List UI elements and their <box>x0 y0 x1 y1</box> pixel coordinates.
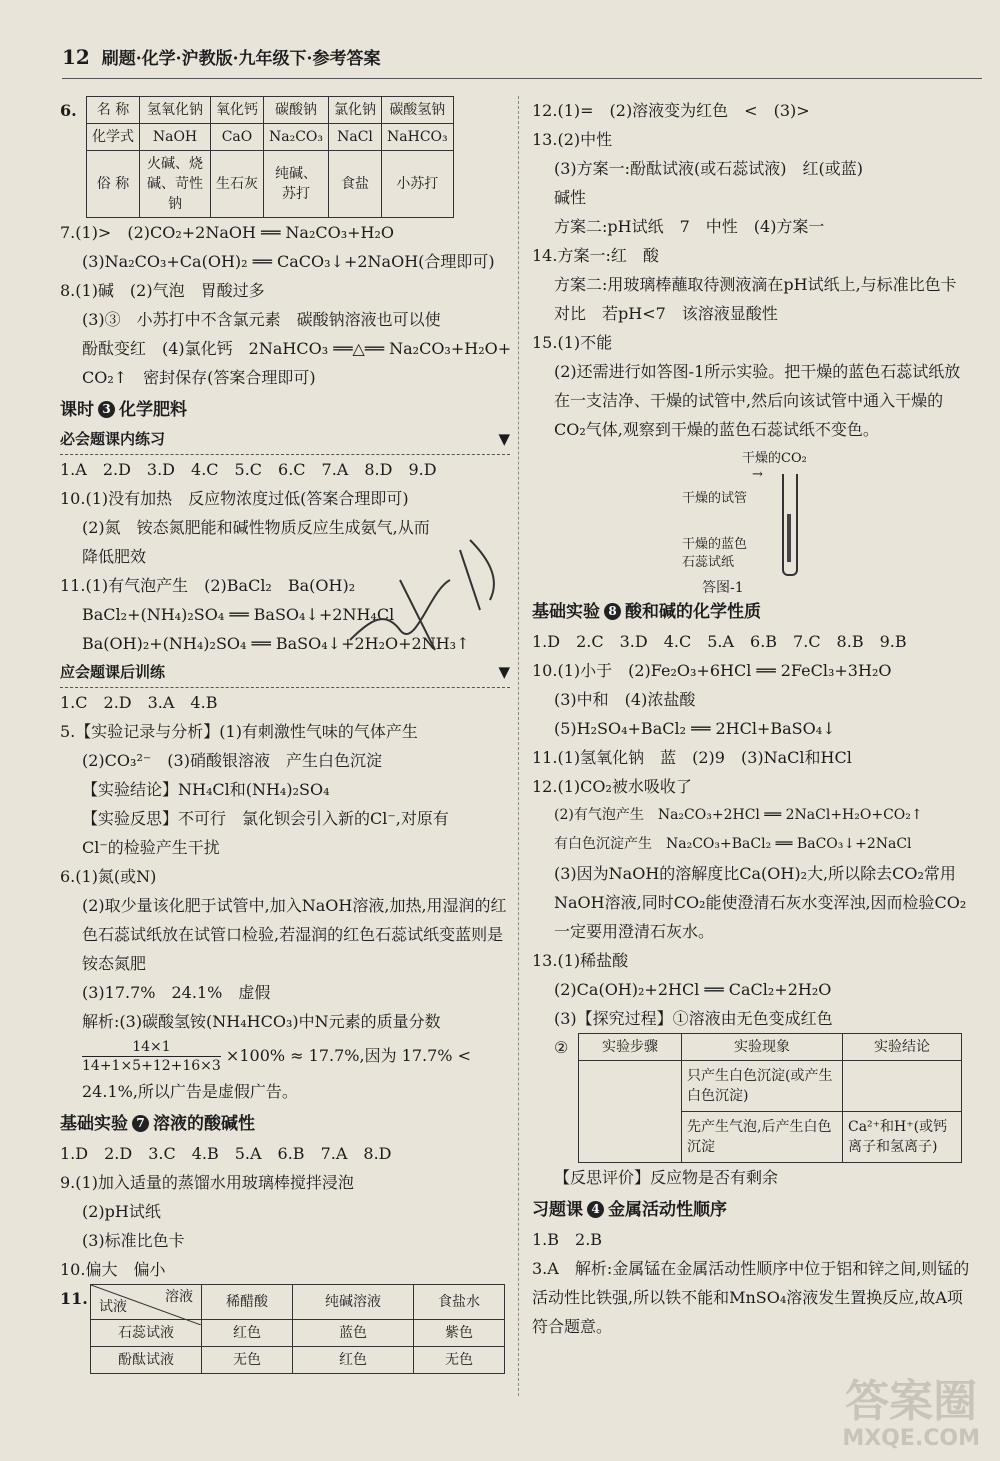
table-row <box>87 151 454 218</box>
answer-line: (2)CO₃²⁻ (3)硝酸银溶液 产生白色沉淀 <box>82 751 382 770</box>
table-cell: 石蕊试液 <box>91 1320 202 1347</box>
answer-line: 10.偏大 偏小 <box>60 1260 166 1279</box>
fraction-numerator: 14×1 <box>82 1038 221 1057</box>
answer-paragraph: 3.A 解析:金属锰在金属活动性顺序中位于铝和锌之间,则锰的活动性比铁强,所以铁不能和MnSO₄溶液发生置换反应,故A项符合题意。 <box>532 1259 970 1336</box>
section-number-badge: 8 <box>604 603 621 620</box>
diagram-label: 干燥的蓝色 <box>682 537 748 552</box>
answer-line: 13.(2)中性 <box>532 130 613 149</box>
table-cell: 酚酞试液 <box>91 1347 202 1374</box>
table-cell: 名 称 <box>87 97 140 124</box>
table-cell: 红色 <box>202 1320 293 1347</box>
answer-line: (3)【探究过程】①溶液由无色变成红色 <box>554 1009 833 1028</box>
answer-line: 【实验结论】NH₄Cl和(NH₄)₂SO₄ <box>82 780 330 799</box>
watermark-url: MXQE.COM <box>842 1426 980 1451</box>
answer-line: 12.(1)CO₂被水吸收了 <box>532 777 692 796</box>
table-cell: 碳酸氢钠 <box>382 97 454 124</box>
watermark <box>842 1378 980 1451</box>
section-number-badge: 3 <box>98 401 115 418</box>
answer-line: (3)标准比色卡 <box>82 1231 185 1250</box>
answer-paragraph: 方案二:用玻璃棒蘸取待测液滴在pH试纸上,与标准比色卡对比 若pH<7 该溶液显酸性 <box>554 275 957 323</box>
answer-line: 11.(1)有气泡产生 (2)BaCl₂ Ba(OH)₂ <box>60 576 356 595</box>
section-title: 金属活动性顺序 <box>608 1200 727 1220</box>
handwriting-scribble <box>340 520 520 670</box>
diagram-label: 石蕊试纸 <box>682 555 735 570</box>
answer-line: 24.1%,所以广告是虚假广告。 <box>82 1082 298 1101</box>
subsection-title: 应会题课后训练 <box>60 663 166 681</box>
answer-line: 1.A 2.D 3.D 4.C 5.C 6.C 7.A 8.D 9.D <box>60 460 437 479</box>
answer-line: 【实验反思】不可行 氯化钡会引入新的Cl⁻,对原有 <box>82 809 449 828</box>
watermark-text: 答案圈 <box>845 1376 978 1427</box>
answer-line: 5.【实验记录与分析】(1)有刺激性气味的气体产生 <box>60 722 418 741</box>
answer-line: 8.(1)碱 (2)气泡 胃酸过多 <box>60 281 265 300</box>
table-cell: NaOH <box>140 124 211 151</box>
right-column <box>532 96 972 1341</box>
answer-line: 降低肥效 <box>82 547 147 566</box>
answer-line: 12.(1)= (2)溶液变为红色 < (3)> <box>532 101 810 120</box>
q6-block <box>60 96 510 218</box>
table-row <box>91 1347 505 1374</box>
table-cell: 生石灰 <box>211 151 264 218</box>
answer-line: 9.(1)加入适量的蒸馏水用玻璃棒搅拌浸泡 <box>60 1173 354 1192</box>
table-cell: 小苏打 <box>382 151 454 218</box>
section-prefix: 基础实验 <box>60 1114 128 1134</box>
answer-line: 1.C 2.D 3.A 4.B <box>60 693 218 712</box>
table-cell: 火碱、烧碱、苛性钠 <box>140 151 211 218</box>
table-row <box>87 97 454 124</box>
answer-line: (2)氮 铵态氮肥能和碱性物质反应生成氨气,从而 <box>82 518 430 537</box>
experiment-table-block <box>532 1033 972 1163</box>
subsection-title: 必会题课内练习 <box>60 430 166 448</box>
answer-line: (3)③ 小苏打中不含氯元素 碳酸钠溶液也可以使 <box>82 310 441 329</box>
table-cell: 氢氧化钠 <box>140 97 211 124</box>
table-header: 纯碱溶液 <box>293 1285 414 1320</box>
table-cell: 无色 <box>414 1347 505 1374</box>
section-title: 溶液的酸碱性 <box>153 1114 255 1134</box>
section-heading <box>60 1110 510 1139</box>
section-number-badge: 7 <box>132 1115 149 1132</box>
section-heading <box>60 396 510 425</box>
answer-line: 1.D 2.C 3.D 4.C 5.A 6.B 7.C 8.B 9.B <box>532 632 907 651</box>
experiment-table <box>578 1033 962 1163</box>
figure-caption: 答图-1 <box>702 580 744 596</box>
answer-line: (3)中和 (4)浓盐酸 <box>554 690 696 709</box>
table-row <box>579 1061 962 1112</box>
table-cell: 紫色 <box>414 1320 505 1347</box>
table-cell: Ca²⁺和H⁺(或钙离子和氢离子) <box>843 1112 962 1163</box>
table-cell: 食盐 <box>329 151 382 218</box>
answer-line: 碱性 <box>554 188 587 207</box>
answer-line: (3)Na₂CO₃+Ca(OH)₂ ══ CaCO₃↓+2NaOH(合理即可) <box>82 252 495 271</box>
table-header: 实验现象 <box>682 1034 843 1061</box>
answer-line: 1.B 2.B <box>532 1230 603 1249</box>
answer-line: 7.(1)> (2)CO₂+2NaOH ══ Na₂CO₃+H₂O <box>60 223 395 242</box>
column-divider <box>518 96 519 1396</box>
table-header: 实验结论 <box>843 1034 962 1061</box>
section-prefix: 基础实验 <box>532 602 600 622</box>
table-cell: 氧化钙 <box>211 97 264 124</box>
section-heading <box>532 598 972 627</box>
answer-line: 有白色沉淀产生 Na₂CO₃+BaCl₂ ══ BaCO₃↓+2NaCl <box>554 836 912 852</box>
table-cell: 红色 <box>293 1347 414 1374</box>
diagram-label: 干燥的CO₂ <box>742 451 807 466</box>
answer-line: (3)17.7% 24.1% 虚假 <box>82 983 271 1002</box>
circled-number: ② <box>554 1038 569 1057</box>
table-cell: 无色 <box>202 1347 293 1374</box>
table-header: 实验步骤 <box>579 1034 682 1061</box>
subsection-bar <box>60 425 510 455</box>
table-cell: 化学式 <box>87 124 140 151</box>
answer-line: CO₂↑ 密封保存(答案合理即可) <box>82 368 316 387</box>
answer-line: 10.(1)没有加热 反应物浓度过低(答案合理即可) <box>60 489 409 508</box>
answer-line: (3)方案一:酚酞试液(或石蕊试液) 红(或蓝) <box>554 159 864 178</box>
table-cell: 碳酸钠 <box>264 97 329 124</box>
triangle-down-icon: ▼ <box>498 663 510 681</box>
answer-paragraph: (2)取少量该化肥于试管中,加入NaOH溶液,加热,用湿润的红色石蕊试纸放在试管口检验,若湿润的红色石蕊试纸变蓝则是铵态氮肥 <box>82 896 507 973</box>
section-prefix: 课时 <box>60 400 94 420</box>
page-number: 12 <box>62 45 90 69</box>
answer-line: 13.(1)稀盐酸 <box>532 951 629 970</box>
corner-top-label: 溶液 <box>165 1289 193 1305</box>
answer-line: 11.(1)氢氧化钠 蓝 (2)9 (3)NaCl和HCl <box>532 748 852 767</box>
table-cell: Na₂CO₃ <box>264 124 329 151</box>
formula-line <box>60 1038 510 1075</box>
answer-line: Ba(OH)₂+(NH₄)₂SO₄ ══ BaSO₄↓+2H₂O+2NH₃↑ <box>82 634 470 653</box>
table-row <box>579 1034 962 1061</box>
answer-line: BaCl₂+(NH₄)₂SO₄ ══ BaSO₄↓+2NH₄Cl <box>82 605 395 624</box>
answer-line: Cl⁻的检验产生干扰 <box>82 838 220 857</box>
answer-paragraph: (2)还需进行如答图-1所示实验。把干燥的蓝色石蕊试纸放在一支洁净、干燥的试管中,然后向该试管中通入干燥的CO₂气体,观察到干燥的蓝色石蕊试纸不变色。 <box>554 362 961 439</box>
answer-line: 10.(1)小于 (2)Fe₂O₃+6HCl ══ 2FeCl₃+3H₂O <box>532 661 892 680</box>
fraction-denominator: 14+1×5+12+16×3 <box>82 1058 221 1074</box>
left-column <box>60 96 510 1374</box>
diagram-label: 干燥的试管 <box>682 491 748 506</box>
answer-line: 6.(1)氮(或N) <box>60 867 157 886</box>
answer-line: 15.(1)不能 <box>532 333 613 352</box>
answer-line: (5)H₂SO₄+BaCl₂ ══ 2HCl+BaSO₄↓ <box>554 719 836 738</box>
answer-line: 酚酞变红 (4)氯化钙 2NaHCO₃ ══△══ Na₂CO₃+H₂O+ <box>82 339 512 358</box>
table-cell: NaHCO₃ <box>382 124 454 151</box>
table-header: 稀醋酸 <box>202 1285 293 1320</box>
header-title: 刷题·化学·沪教版·九年级下·参考答案 <box>101 49 381 69</box>
table-row <box>87 124 454 151</box>
table-cell <box>579 1061 682 1163</box>
answer-line: 方案二:pH试纸 7 中性 (4)方案一 <box>554 217 825 236</box>
q6-number: 6. <box>60 101 77 120</box>
answer-paragraph: (3)因为NaOH的溶解度比Ca(OH)₂大,所以除去CO₂常用NaOH溶液,同时CO₂能使澄清石灰水变浑浊,因而检验CO₂一定要用澄清石灰水。 <box>554 864 967 941</box>
answer-line: (2)pH试纸 <box>82 1202 161 1221</box>
answer-line: (2)Ca(OH)₂+2HCl ══ CaCl₂+2H₂O <box>554 980 832 999</box>
table-cell: CaO <box>211 124 264 151</box>
section-heading <box>532 1196 972 1225</box>
test-tube-diagram <box>682 444 972 594</box>
q6-table <box>86 96 454 218</box>
table-cell <box>843 1061 962 1112</box>
triangle-down-icon: ▼ <box>498 430 510 448</box>
section-number-badge: 4 <box>587 1201 604 1218</box>
table-cell: 氯化钠 <box>329 97 382 124</box>
table-cell: 先产生气泡,后产生白色沉淀 <box>682 1112 843 1163</box>
formula-tail: ×100% ≈ 17.7%,因为 17.7% < <box>225 1046 471 1065</box>
answer-line: 解析:(3)碳酸氢铵(NH₄HCO₃)中N元素的质量分数 <box>82 1012 441 1031</box>
table-header: 食盐水 <box>414 1285 505 1320</box>
answer-line: (2)有气泡产生 Na₂CO₃+2HCl ══ 2NaCl+H₂O+CO₂↑ <box>554 807 923 823</box>
indicator-table <box>90 1284 505 1374</box>
table-cell: 蓝色 <box>293 1320 414 1347</box>
q11-number: 11. <box>60 1289 88 1308</box>
answer-line: 【反思评价】反应物是否有剩余 <box>554 1168 779 1187</box>
section-prefix: 习题课 <box>532 1200 583 1220</box>
corner-bottom-label: 试液 <box>99 1299 127 1315</box>
table-cell: 纯碱、苏打 <box>264 151 329 218</box>
corner-cell <box>91 1285 202 1320</box>
answer-line: 1.D 2.D 3.C 4.B 5.A 6.B 7.A 8.D <box>60 1144 392 1163</box>
page-header <box>62 44 982 79</box>
q11-block <box>60 1284 510 1374</box>
answer-line: 14.方案一:红 酸 <box>532 246 659 265</box>
fraction <box>82 1038 221 1075</box>
table-cell: 俗 称 <box>87 151 140 218</box>
table-row <box>91 1285 505 1320</box>
table-cell: 只产生白色沉淀(或产生白色沉淀) <box>682 1061 843 1112</box>
section-title: 化学肥料 <box>119 400 187 420</box>
section-title: 酸和碱的化学性质 <box>625 602 761 622</box>
table-cell: NaCl <box>329 124 382 151</box>
arrow-right-icon: → <box>752 467 763 482</box>
litmus-paper <box>787 514 791 562</box>
